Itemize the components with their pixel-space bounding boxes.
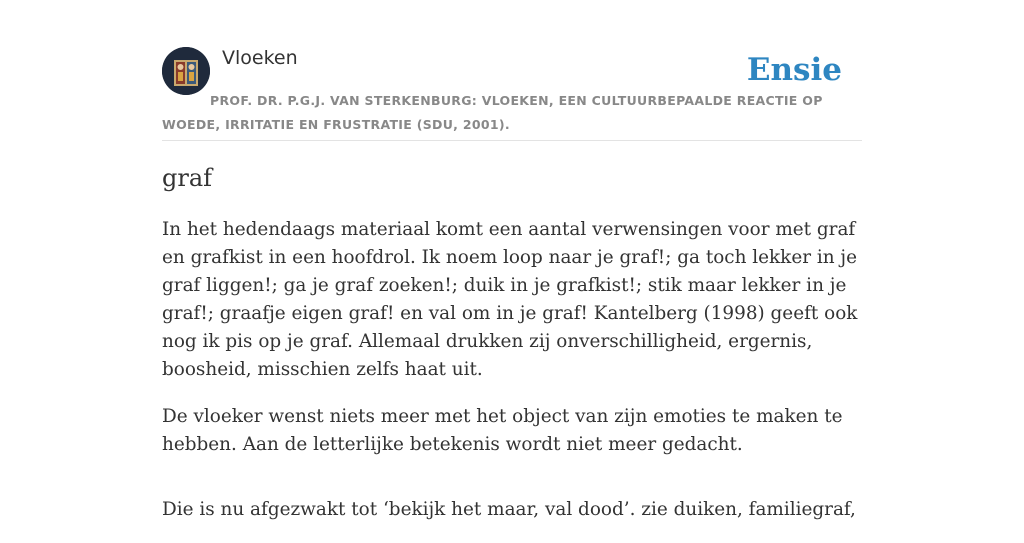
entry-definition xyxy=(162,216,862,543)
ensie-logo-link[interactable]: Ensie xyxy=(746,52,842,88)
definition-paragraph: In het hedendaags materiaal komt een aantal verwensingen voor met graf en grafkist in een hoofdrol. Ik noem loop naar je graf!; ga toch lekker in je graf liggen!; ga je graf zoeken!; duik in je grafkist!; stik maar lekker in je graf!; graafje eigen graf! en val om in je graf! Kantelberg (1998) geeft ook nog ik pis op je graf. Allemaal drukken zij onverschilligheid, ergernis, boosheid, misschien zelfs haat uit. xyxy=(162,219,858,380)
dictionary-title[interactable]: Vloeken xyxy=(222,47,298,69)
page xyxy=(162,0,862,520)
dictionary-source: PROF. DR. P.G.J. VAN STERKENBURG: VLOEKEN, EEN CULTUURBEPAALDE REACTIE OP WOEDE, IRRITATIE EN FRUSTRATIE (SDU, 2001). xyxy=(162,93,823,132)
dictionary-avatar[interactable] xyxy=(162,47,210,95)
entry-headword: graf xyxy=(162,164,213,192)
book-cover-icon xyxy=(162,47,210,95)
definition-paragraph: De vloeker wenst niets meer met het object van zijn emoties te maken te hebben. Aan de letterlijke betekenis wordt niet meer gedacht. xyxy=(162,406,843,455)
dictionary-header xyxy=(162,0,862,141)
definition-paragraph: Die is nu afgezwakt tot ‘bekijk het maar, val dood’. zie duiken, familiegraf, xyxy=(162,499,856,520)
